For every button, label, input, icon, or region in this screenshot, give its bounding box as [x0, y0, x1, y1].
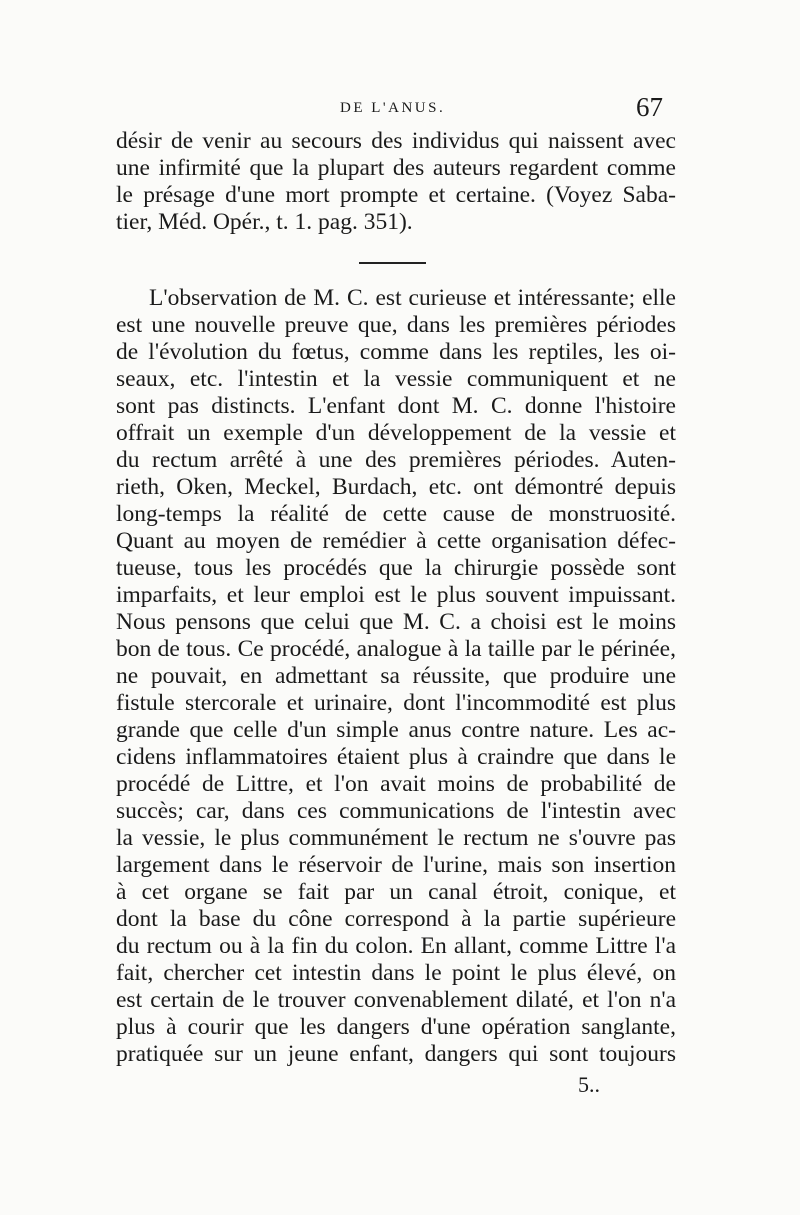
text-line: offrait un exemple d'un développement de la vessie et: [116, 420, 676, 446]
text-line: pratiquée sur un jeune enfant, dangers qui sont toujours: [116, 1041, 676, 1067]
text-line: plus à courir que les dangers d'une opération sanglante,: [116, 1014, 676, 1040]
text-line: largement dans le réservoir de l'urine, mais son insertion: [116, 852, 676, 878]
running-title: DE L'ANUS.: [340, 100, 446, 116]
text-line: rieth, Oken, Meckel, Burdach, etc. ont démontré depuis: [116, 474, 676, 500]
text-line: succès; car, dans ces communications de l'intestin avec: [116, 798, 676, 824]
text-line: une infirmité que la plupart des auteurs regardent comme: [116, 155, 676, 181]
text-line: tueuse, tous les procédés que la chirurgie possède sont: [116, 555, 676, 581]
text-line: Nous pensons que celui que M. C. a choisi est le moins: [116, 609, 676, 635]
text-line: Quant au moyen de remédier à cette organisation défec-: [116, 528, 676, 554]
text-line: fait, chercher cet intestin dans le point le plus élevé, on: [116, 960, 676, 986]
signature-mark: 5..: [578, 1072, 600, 1097]
text-line: L'observation de M. C. est curieuse et intéressante; elle: [149, 285, 676, 311]
text-line: dont la base du cône correspond à la partie supérieure: [116, 906, 676, 932]
text-line: seaux, etc. l'intestin et la vessie communiquent et ne: [116, 366, 676, 392]
text-line: la vessie, le plus communément le rectum ne s'ouvre pas: [116, 825, 676, 851]
text-line: tier, Méd. Opér., t. 1. pag. 351).: [116, 209, 413, 235]
text-line: fistule stercorale et urinaire, dont l'incommodité est plus: [116, 690, 676, 716]
text-line: procédé de Littre, et l'on avait moins de probabilité de: [116, 771, 676, 797]
text-line: désir de venir au secours des individus qui naissent avec: [116, 128, 676, 154]
text-line: sont pas distincts. L'enfant dont M. C. donne l'histoire: [116, 393, 676, 419]
text-line: grande que celle d'un simple anus contre nature. Les ac-: [116, 717, 676, 743]
text-line: bon de tous. Ce procédé, analogue à la taille par le périnée,: [116, 636, 676, 662]
page-number: 67: [636, 92, 663, 122]
text-line: long-temps la réalité de cette cause de monstruosité.: [116, 501, 676, 527]
text-line: imparfaits, et leur emploi est le plus souvent impuissant.: [116, 582, 676, 608]
text-line: de l'évolution du fœtus, comme dans les reptiles, les oi-: [116, 339, 676, 365]
text-line: à cet organe se fait par un canal étroit, conique, et: [116, 879, 676, 905]
section-divider-rule: [359, 262, 426, 264]
text-line: est une nouvelle preuve que, dans les premières périodes: [116, 312, 676, 338]
text-line: le présage d'une mort prompte et certaine. (Voyez Saba-: [116, 182, 676, 208]
text-line: ne pouvait, en admettant sa réussite, que produire une: [116, 663, 676, 689]
text-line: du rectum ou à la fin du colon. En allant, comme Littre l'a: [116, 933, 676, 959]
text-line: est certain de le trouver convenablement dilaté, et l'on n'a: [116, 987, 676, 1013]
paragraph-commentary: [116, 285, 676, 1068]
text-line: cidens inflammatoires étaient plus à craindre que dans le: [116, 744, 676, 770]
text-line: du rectum arrêté à une des premières périodes. Auten-: [116, 447, 676, 473]
paragraph-continuation: [116, 128, 676, 236]
